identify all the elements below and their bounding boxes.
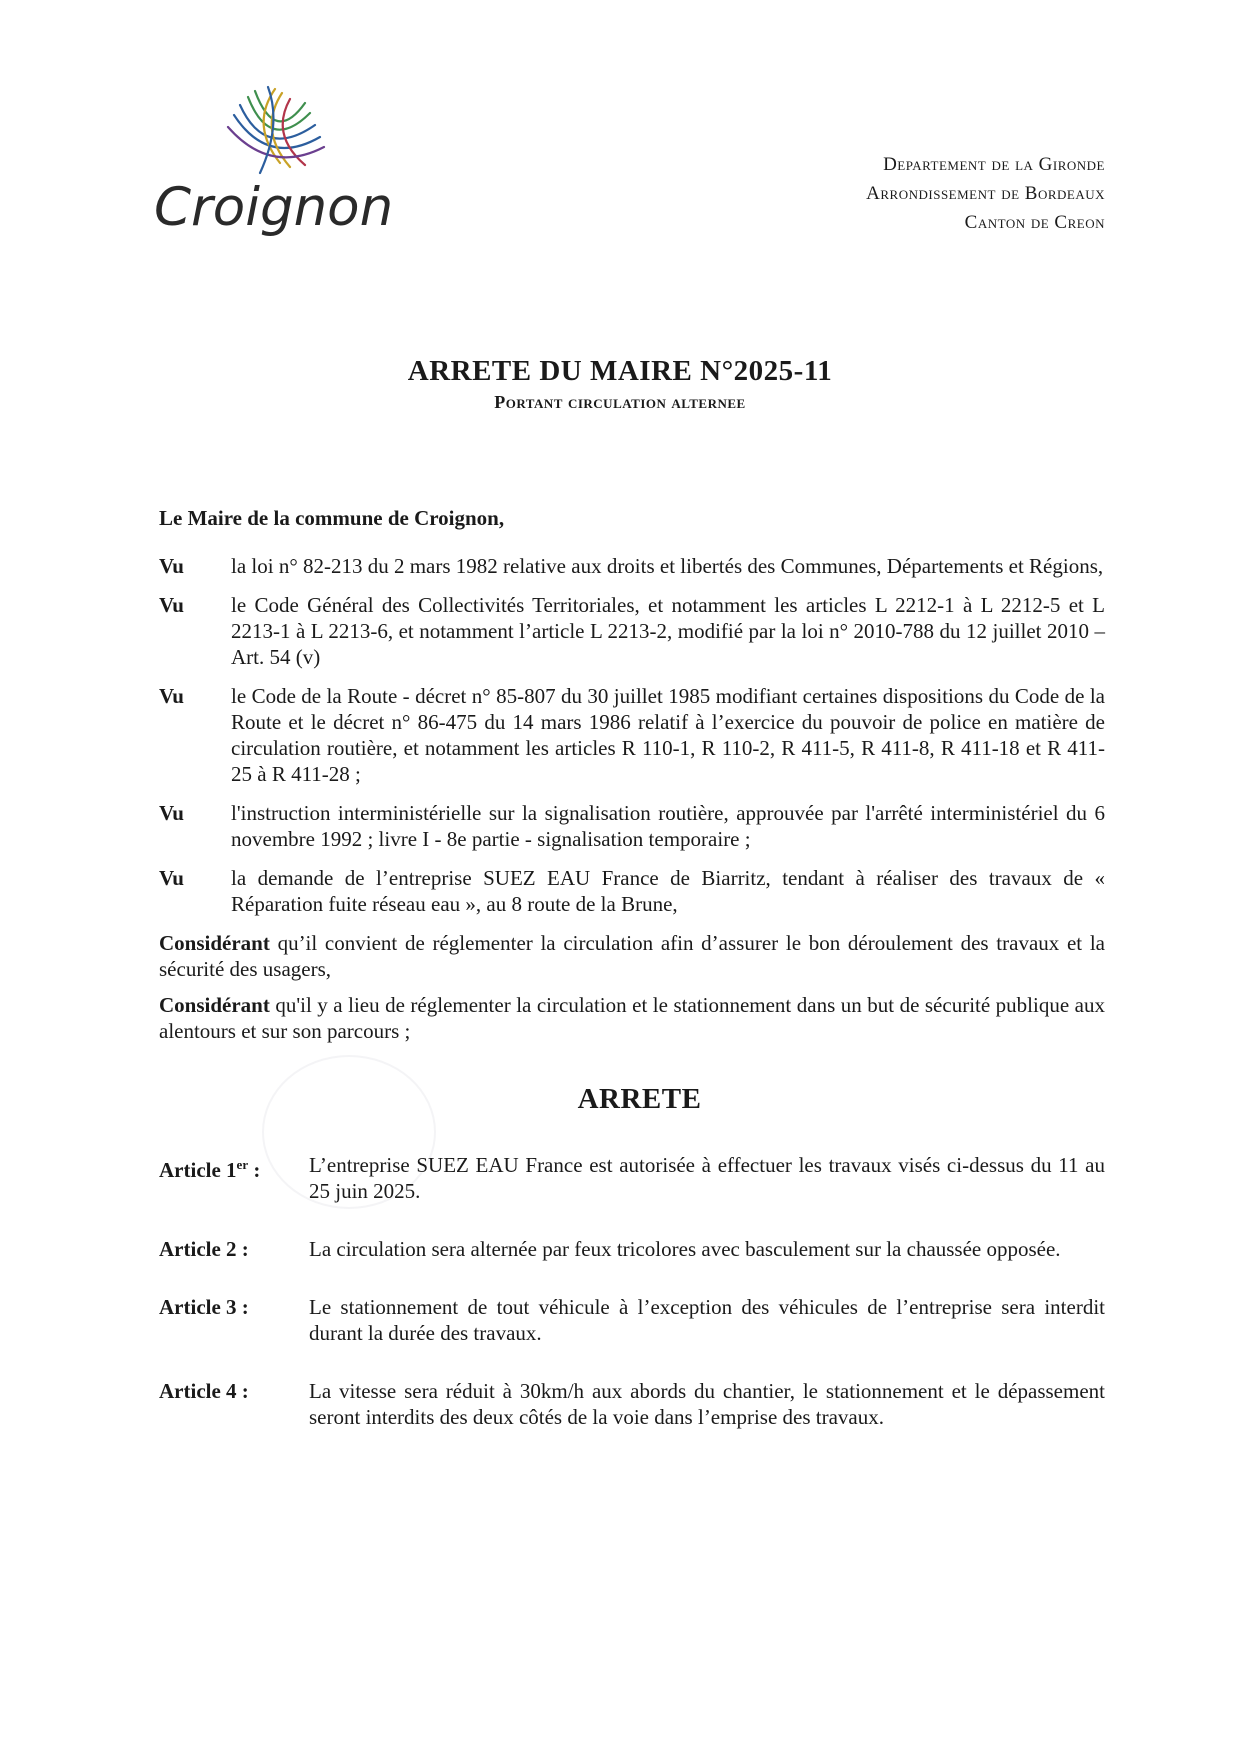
article-text: La circulation sera alternée par feux tricolores avec basculement sur la chaussée opposée. bbox=[309, 1237, 1061, 1261]
article-label: Article 4 : bbox=[159, 1379, 249, 1403]
article-row bbox=[159, 1378, 1105, 1430]
vu-item bbox=[159, 553, 1105, 579]
arrete-heading: ARRETE bbox=[577, 1083, 702, 1115]
vu-text: le Code Général des Collectivités Territoriales, et notamment les articles L 2212-1 à L 2212-5 et L 2213-1 à L 2213-6, et notamment l’article L 2213-2, modifié par la loi n° 2010-788 du 12 juillet 2010 – Art. 54 (v) bbox=[231, 593, 1105, 669]
vu-text: l'instruction interministérielle sur la signalisation routière, approuvée par l'arrêté interministériel du 6 novembre 1992 ; livre I - 8e partie - signalisation temporaire ; bbox=[231, 801, 1105, 851]
vu-text: la demande de l’entreprise SUEZ EAU France de Biarritz, tendant à réaliser des travaux de « Réparation fuite réseau eau », au 8 route de la Brune, bbox=[231, 866, 1105, 916]
vu-label: Vu bbox=[159, 801, 184, 825]
article-text: La vitesse sera réduit à 30km/h aux abords du chantier, le stationnement et le dépassement seront interdits des deux côtés de la voie dans l’emprise des travaux. bbox=[309, 1379, 1105, 1429]
logo-wordmark: Croignon bbox=[154, 177, 394, 238]
vu-item bbox=[159, 683, 1105, 787]
vu-label: Vu bbox=[159, 866, 184, 890]
vu-text: la loi n° 82-213 du 2 mars 1982 relative aux droits et libertés des Communes, Départements et Régions, bbox=[231, 554, 1104, 578]
vu-item bbox=[159, 800, 1105, 852]
intro-line: Le Maire de la commune de Croignon, bbox=[159, 506, 505, 530]
considerant-paragraph bbox=[159, 992, 1105, 1044]
document-title: ARRETE DU MAIRE N°2025-11 bbox=[407, 355, 833, 387]
considerant-label: Considérant bbox=[159, 931, 270, 955]
considerant-text: qu’il convient de réglementer la circulation afin d’assurer le bon déroulement des travaux et la sécurité des usagers, bbox=[159, 931, 1105, 981]
title-block bbox=[0, 355, 1240, 413]
article-text: L’entreprise SUEZ EAU France est autorisée à effectuer les travaux visés ci-dessus du 11 au 25 juin 2025. bbox=[309, 1153, 1105, 1203]
header-line-arrondissement: Arrondissement de Bordeaux bbox=[866, 183, 1105, 204]
vu-label: Vu bbox=[159, 684, 184, 708]
article-label: Article 1er : bbox=[159, 1157, 261, 1182]
vu-label: Vu bbox=[159, 554, 184, 578]
article-row bbox=[159, 1152, 1105, 1204]
article-row bbox=[159, 1236, 1105, 1262]
header-line-canton: Canton de Creon bbox=[964, 212, 1105, 233]
logo-emblem-icon bbox=[220, 85, 330, 180]
article-text: Le stationnement de tout véhicule à l’exception des véhicules de l’entreprise sera interdit durant la durée des travaux. bbox=[309, 1295, 1105, 1345]
considerant-paragraph bbox=[159, 930, 1105, 982]
article-label-sup: er bbox=[236, 1157, 249, 1172]
header-line-department: Departement de la Gironde bbox=[883, 154, 1105, 175]
document-body bbox=[159, 505, 1105, 1462]
considerant-label: Considérant bbox=[159, 993, 270, 1017]
article-label: Article 3 : bbox=[159, 1295, 249, 1319]
vu-text: le Code de la Route - décret n° 85-807 du 30 juillet 1985 modifiant certaines dispositions du Code de la Route et le décret n° 86-475 du 14 mars 1986 relatif à l’exercice du pouvoir de police en matière de circulation routière, et notamment les articles R 110-1, R 110-2, R 411-5, R 411-8, R 411-18 et R 411-25 à R 411-28 ; bbox=[231, 684, 1105, 786]
article-row bbox=[159, 1294, 1105, 1346]
article-label: Article 2 : bbox=[159, 1237, 249, 1261]
vu-item bbox=[159, 592, 1105, 670]
administrative-header bbox=[866, 150, 1105, 237]
commune-logo bbox=[150, 85, 400, 245]
document-subtitle: Portant circulation alternee bbox=[494, 392, 746, 412]
vu-label: Vu bbox=[159, 593, 184, 617]
vu-item bbox=[159, 865, 1105, 917]
considerant-text: qu'il y a lieu de réglementer la circulation et le stationnement dans un but de sécurité publique aux alentours et sur son parcours ; bbox=[159, 993, 1105, 1043]
